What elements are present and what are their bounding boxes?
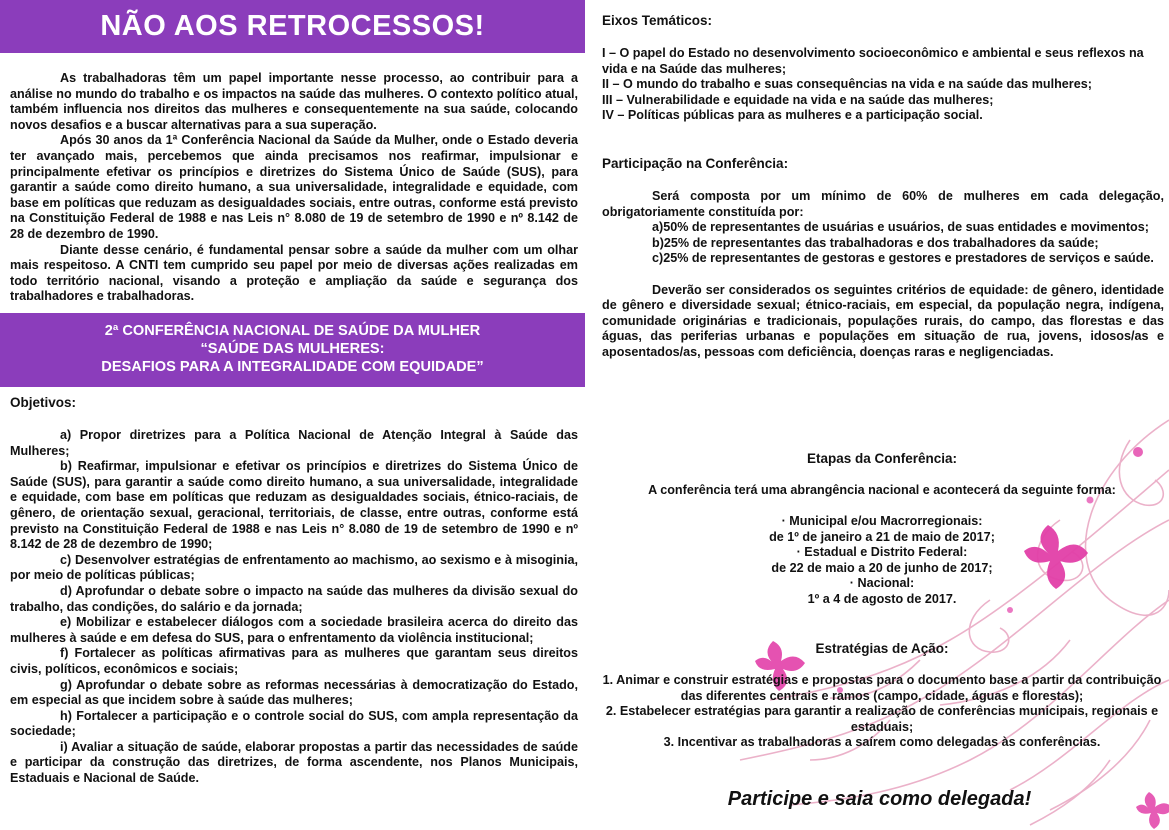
objective-item: h) Fortalecer a participação e o controle social do SUS, com ampla representação da sociedade; <box>10 708 578 739</box>
objective-item: f) Fortalecer as políticas afirmativas para as mulheres que garantam seus direitos civis, políticos, econômicos e sociais; <box>10 646 578 676</box>
objective-item: e) Mobilizar e estabelecer diálogos com a sociedade brasileira acerca do direito das mulheres à saúde e em defesa do SUS, para o enfrentamento da violência institucional; <box>10 615 578 645</box>
stages-list <box>602 514 1162 608</box>
intro-paragraph: As trabalhadoras têm um papel importante nesse processo, ao contribuir para a análise no mundo do trabalho e os impactos na saúde das mulheres. O contexto político atual, também influencia nos direitos das mulheres e consequentemente na sua saúde, colocando novos desafios e a buscar alternativas para a sua superação. <box>10 71 578 132</box>
theme-item: II – O mundo do trabalho e suas consequências na vida e na saúde das mulheres; <box>602 77 1092 92</box>
headline-banner <box>0 0 585 53</box>
strategy-item: 2. Estabelecer estratégias para garantir a realização de conferências municipais, regionais e estaduais; <box>605 704 1159 734</box>
headline-text: NÃO AOS RETROCESSOS! <box>100 10 485 42</box>
stage-line: · Estadual e Distrito Federal: <box>796 545 968 560</box>
conference-banner-line: DESAFIOS PARA A INTEGRALIDADE COM EQUIDADE” <box>101 359 484 375</box>
intro-paragraph: Após 30 anos da 1ª Conferência Nacional da Saúde da Mulher, onde o Estado deveria ter avançado mais, percebemos que ainda precisamos nos reafirmar, impulsionar e principalmente efetivar os princípios e diretrizes do Sistema Único de Saúde (SUS), para garantir a saúde como direito humano, a sua universalidade, integralidade e equidade, com base em políticas que reduzam as desigualdades sociais, entre outras, conforme está previsto na Constituição Federal de 1988 e nas Leis n° 8.080 de 19 de setembro de 1990 e nº 8.142 de 28 de dezembro de 1990. <box>10 133 578 241</box>
themes-list <box>602 46 1157 124</box>
strategy-item: 1. Animar e construir estratégias e propostas para o documento base a partir da contribuição das diferentes centrais e ramos (campo, cidade, águas e florestas); <box>602 673 1162 703</box>
stages-intro: A conferência terá uma abrangência nacional e acontecerá da seguinte forma: <box>648 483 1116 497</box>
intro-paragraph: Diante desse cenário, é fundamental pensar sobre a saúde da mulher com um olhar mais respeitoso. A CNTI tem cumprido seu papel por meio de diversas ações realizadas em todo território nacional, visando a proteção e ampliação da saúde e segurança dos trabalhadores e trabalhadoras. <box>10 242 578 304</box>
objective-item: c) Desenvolver estratégias de enfrentamento ao machismo, ao sexismo e à misoginia, por meio de políticas públicas; <box>10 552 578 583</box>
intro-text <box>10 71 578 305</box>
participation-item: Será composta por um mínimo de 60% de mulheres em cada delegação, obrigatoriamente constituída por: <box>602 189 1164 219</box>
participation-item: b)25% de representantes das trabalhadoras e dos trabalhadores da saúde; <box>652 235 1099 250</box>
call-to-action: Participe e saia como delegada! <box>727 788 1032 810</box>
stage-line: · Nacional: <box>849 576 915 591</box>
objective-item: g) Aprofundar o debate sobre as reformas necessárias à democratização do Estado, em especial as que incidem sobre à saúde das mulheres; <box>10 677 578 708</box>
stage-line: 1º a 4 de agosto de 2017. <box>807 591 957 606</box>
objectives-heading: Objetivos: <box>10 395 77 410</box>
participation-heading: Participação na Conferência: <box>602 156 789 171</box>
objectives-list <box>10 428 578 787</box>
objective-item: i) Avaliar a situação de saúde, elaborar propostas a partir das necessidades de saúde e participar da construção das diretrizes, de forma ascendente, nos Planos Municipais, Estaduais e Nacional de Saúde. <box>10 739 578 786</box>
theme-item: III – Vulnerabilidade e equidade na vida e na saúde das mulheres; <box>602 92 994 107</box>
stage-line: de 22 de maio a 20 de junho de 2017; <box>771 560 993 575</box>
strategy-item: 3. Incentivar as trabalhadoras a saírem como delegadas às conferências. <box>663 735 1101 750</box>
conference-banner <box>0 313 585 387</box>
strategies-list <box>602 673 1162 751</box>
stage-line: · Municipal e/ou Macrorregionais: <box>781 514 983 528</box>
conference-banner-line: “SAÚDE DAS MULHERES: <box>200 341 385 357</box>
stages-heading: Etapas da Conferência: <box>806 451 958 466</box>
participation-text <box>602 189 1164 361</box>
theme-item: IV – Políticas públicas para as mulheres e a participação social. <box>602 108 983 123</box>
objective-item: d) Aprofundar o debate sobre o impacto na saúde das mulheres da divisão sexual do trabalho, das condições, do salário e da jornada; <box>10 583 578 614</box>
objective-item: b) Reafirmar, impulsionar e efetivar os princípios e diretrizes do Sistema Único de Saúde (SUS), para garantir a saúde como direito humano, a sua universalidade, integralidade e equidade, com base em políticas que reduzam as desigualdades sociais, étnico-raciais, de gênero, de orientação sexual, geracional, territoriais, de classe, entre outras, conforme está previsto na Constituição Federal de 1988 e nas Leis n° 8.080 de 19 de setembro de 1990 e nº 8.142 de 28 de dezembro de 1990; <box>10 459 578 552</box>
participation-item: a)50% de representantes de usuárias e usuários, de suas entidades e movimentos; <box>652 220 1149 235</box>
theme-item: I – O papel do Estado no desenvolvimento socioeconômico e ambiental e seus reflexos na vida e na Saúde das mulheres; <box>602 46 1144 76</box>
stage-line: de 1º de janeiro a 21 de maio de 2017; <box>769 529 995 544</box>
themes-heading: Eixos Temáticos: <box>602 13 713 28</box>
strategies-heading: Estratégias de Ação: <box>815 641 949 656</box>
participation-item: c)25% de representantes de gestoras e gestores e prestadores de serviços e saúde. <box>652 251 1154 266</box>
objective-item: a) Propor diretrizes para a Política Nacional de Atenção Integral à Saúde das Mulheres; <box>10 428 578 458</box>
equity-paragraph: Deverão ser considerados os seguintes critérios de equidade: de gênero, identidade de gênero e diversidade sexual; étnico-raciais, em especial, da população negra, indígena, comunidade originárias e tradicionais, populações rurais, do campo, das florestas e das águas, das periferias urbanas e populações em situação de rua, jovens, idosos/as e aposentados/as, pessoas com deficiência, doenças raras e negligenciadas. <box>602 282 1164 359</box>
conference-banner-line: 2ª CONFERÊNCIA NACIONAL DE SAÚDE DA MULHER <box>104 323 481 339</box>
right-panel <box>590 0 1169 830</box>
